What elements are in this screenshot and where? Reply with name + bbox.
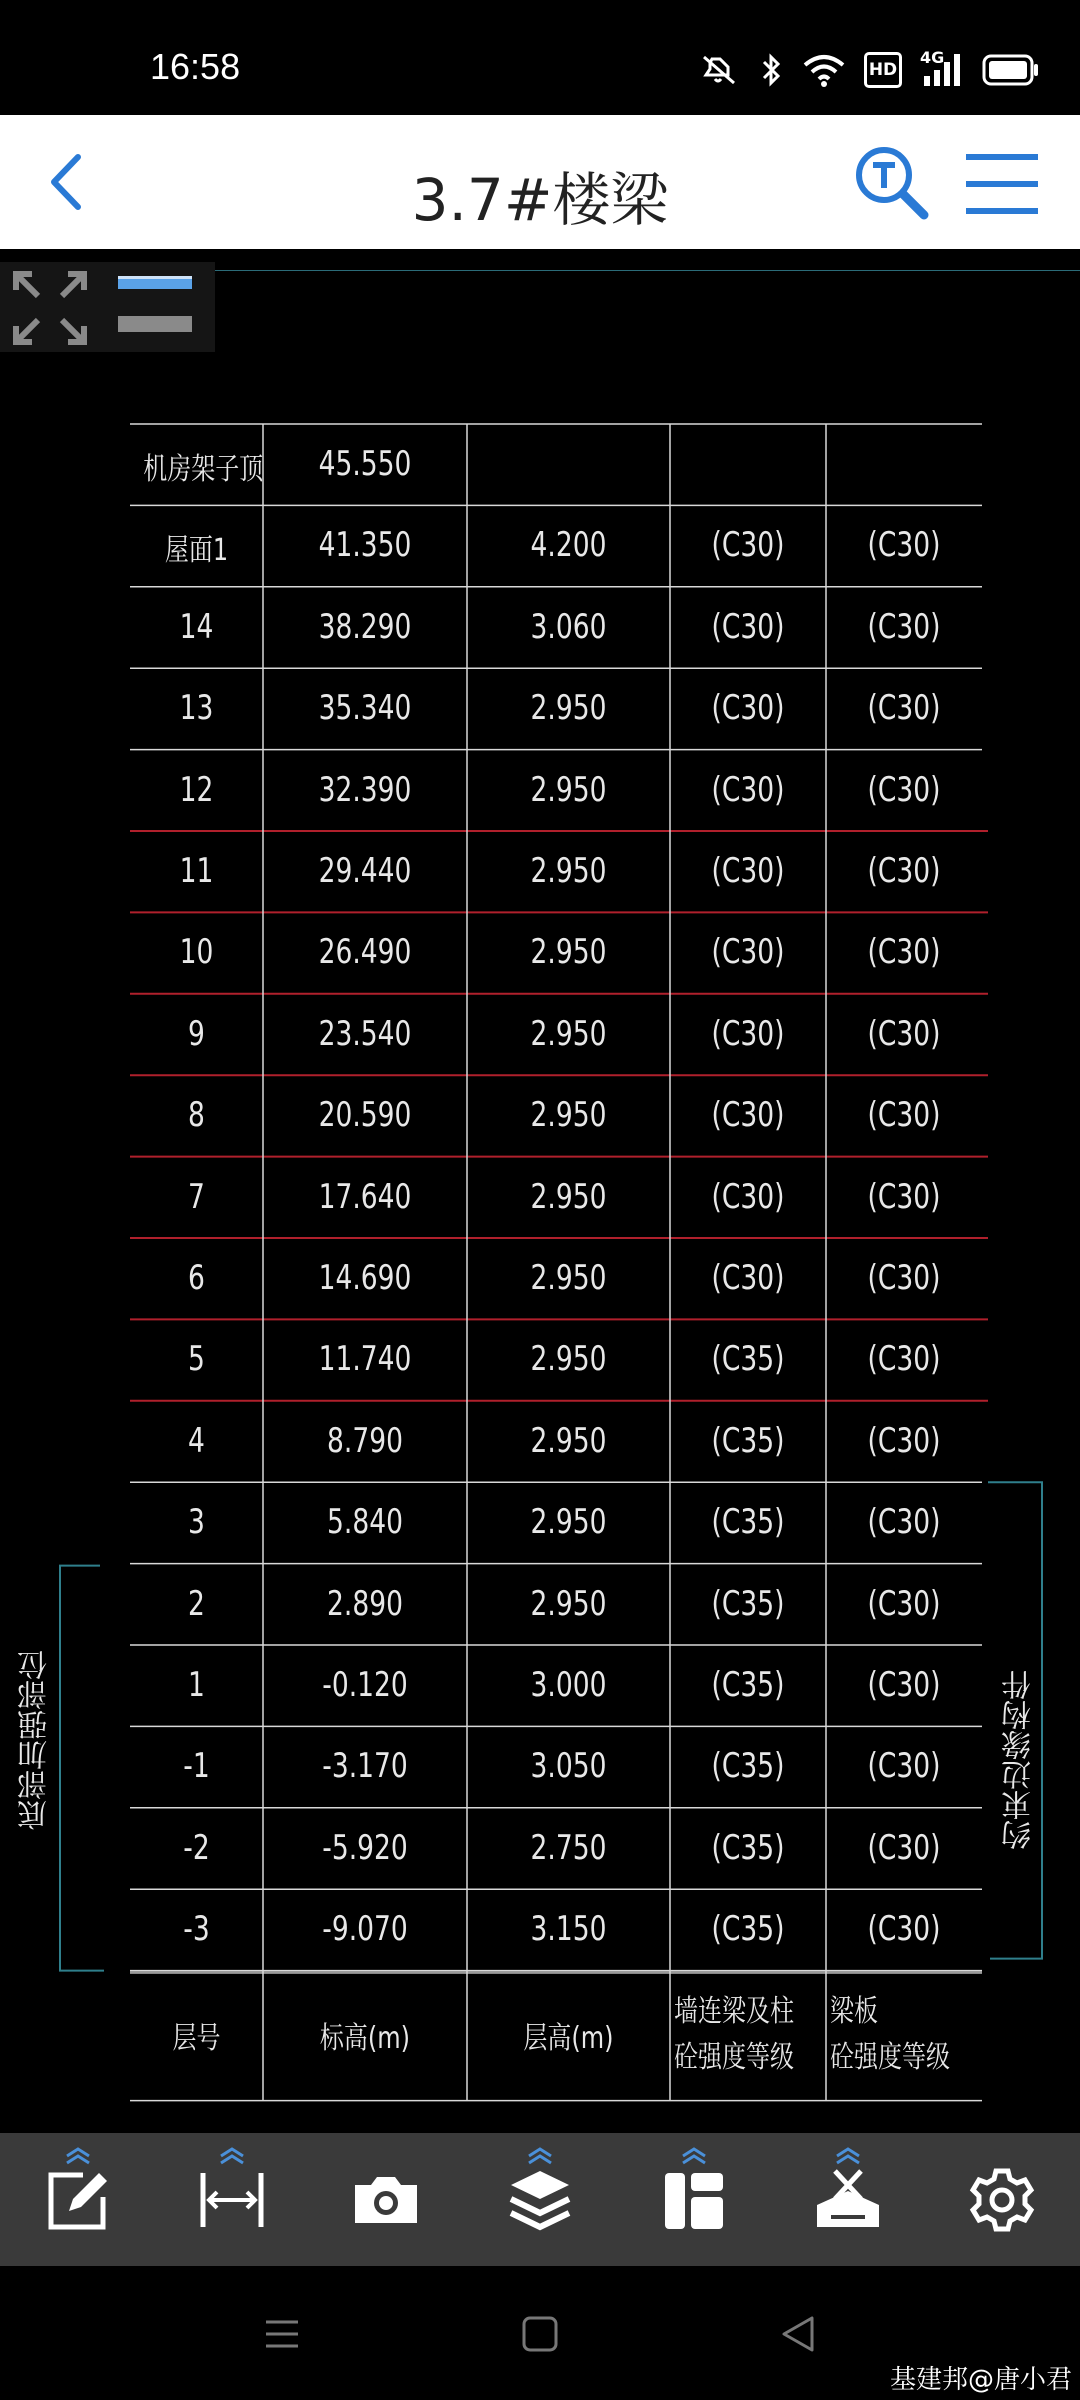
slab-concrete-grade-cell: (C30) — [867, 1420, 941, 1461]
storey-height-cell: 2.950 — [530, 1176, 607, 1217]
floor-cell: 1 — [188, 1665, 205, 1705]
header-wall-concrete-grade: 墙连梁及柱 砼强度等级 — [674, 1993, 794, 2075]
fullscreen-icon[interactable] — [10, 268, 90, 348]
view-tools — [0, 262, 215, 352]
signal-label: 4G — [920, 48, 945, 67]
layer-toggle-bar-active[interactable] — [118, 276, 192, 289]
header-elevation: 标高(m) — [319, 2020, 411, 2056]
tools-button[interactable] — [788, 2133, 908, 2266]
layers-button[interactable] — [480, 2133, 600, 2266]
edit-icon — [43, 2165, 113, 2235]
slab-concrete-grade-cell: (C30) — [867, 606, 941, 647]
recent-apps-icon[interactable] — [262, 2314, 302, 2354]
wall-concrete-grade-cell: (C30) — [711, 1095, 785, 1136]
layer-toggle-bar[interactable] — [118, 316, 192, 332]
slab-concrete-grade-cell: (C30) — [867, 1827, 941, 1868]
layers-icon — [505, 2165, 575, 2235]
wall-concrete-grade-cell: (C35) — [711, 1583, 785, 1624]
left-side-label: 底部加强部位 — [18, 1650, 53, 1830]
status-time: 16:58 — [150, 46, 241, 87]
wall-concrete-grade-cell: (C35) — [711, 1827, 785, 1868]
wall-concrete-grade-cell: (C35) — [711, 1909, 785, 1950]
elevation-cell: 29.440 — [318, 851, 412, 891]
back-nav-icon[interactable] — [778, 2314, 818, 2354]
chevron-up-icon — [218, 2147, 246, 2165]
page-title: 3.7#楼梁 — [411, 166, 669, 234]
floor-cell: 9 — [188, 1013, 205, 1054]
camera-button[interactable] — [326, 2133, 446, 2266]
storey-height-cell: 2.950 — [530, 932, 607, 973]
wall-concrete-grade-cell: (C30) — [711, 525, 785, 566]
elevation-cell: 11.740 — [318, 1339, 412, 1380]
chevron-up-icon — [834, 2147, 862, 2165]
floor-cell: 11 — [179, 851, 214, 891]
wall-concrete-grade-cell: (C35) — [711, 1339, 785, 1380]
slab-concrete-grade-cell: (C30) — [867, 1013, 941, 1054]
floor-cell: 7 — [188, 1176, 205, 1217]
slab-concrete-grade-cell: (C30) — [867, 525, 941, 566]
elevation-cell: 2.890 — [327, 1583, 403, 1624]
elevation-cell: 17.640 — [318, 1176, 412, 1217]
slab-concrete-grade-cell: (C30) — [867, 851, 941, 891]
left-bracket — [60, 1566, 104, 1971]
elevation-cell: 8.790 — [327, 1420, 403, 1461]
elevation-cell: 45.550 — [318, 444, 412, 484]
floor-cell: 8 — [188, 1095, 205, 1136]
storey-height-cell: 2.950 — [530, 1013, 607, 1054]
floor-cell: 屋面1 — [164, 533, 229, 569]
watermark: 基建邦@唐小君 — [889, 2365, 1072, 2395]
floor-cell: 机房架子顶 — [143, 452, 264, 487]
storey-height-cell: 3.060 — [530, 606, 607, 647]
storey-height-cell: 2.950 — [530, 769, 607, 810]
elevation-cell: -3.170 — [322, 1746, 408, 1787]
storey-height-cell: 4.200 — [530, 525, 607, 566]
floor-cell: 2 — [188, 1583, 205, 1624]
slab-concrete-grade-cell: (C30) — [867, 1258, 941, 1298]
slab-concrete-grade-cell: (C30) — [867, 1909, 941, 1950]
elevation-cell: 26.490 — [318, 932, 412, 973]
storey-height-cell: 2.950 — [530, 688, 607, 729]
storey-height-cell: 2.950 — [530, 1095, 607, 1136]
chevron-up-icon — [526, 2147, 554, 2165]
wall-concrete-grade-cell: (C30) — [711, 688, 785, 729]
slab-concrete-grade-cell: (C30) — [867, 1502, 941, 1543]
storey-height-cell: 3.050 — [530, 1746, 607, 1787]
floor-cell: 6 — [188, 1258, 205, 1298]
storey-height-cell: 2.950 — [530, 1420, 607, 1461]
storey-height-cell: 2.950 — [530, 1583, 607, 1624]
wall-concrete-grade-cell: (C35) — [711, 1665, 785, 1705]
elevation-cell: 35.340 — [318, 688, 412, 729]
chevron-up-icon — [64, 2147, 92, 2165]
wall-concrete-grade-cell: (C35) — [711, 1420, 785, 1461]
edit-button[interactable] — [18, 2133, 138, 2266]
wall-concrete-grade-cell: (C30) — [711, 851, 785, 891]
slab-concrete-grade-cell: (C30) — [867, 1746, 941, 1787]
layout-icon — [659, 2165, 729, 2235]
floor-cell: 13 — [179, 688, 214, 729]
elevation-cell: 23.540 — [318, 1013, 412, 1054]
slab-concrete-grade-cell: (C30) — [867, 1176, 941, 1217]
storey-height-cell: 2.950 — [530, 1258, 607, 1298]
storey-height-cell: 3.000 — [530, 1665, 607, 1705]
wall-concrete-grade-cell: (C30) — [711, 769, 785, 810]
storey-height-cell: 2.950 — [530, 851, 607, 891]
floor-cell: 3 — [188, 1502, 205, 1543]
elevation-cell: 32.390 — [318, 769, 412, 810]
header-floor: 层号 — [172, 2020, 221, 2056]
floor-cell: 12 — [179, 769, 214, 810]
floor-cell: 14 — [179, 606, 214, 647]
slab-concrete-grade-cell: (C30) — [867, 1339, 941, 1380]
right-side-label: 约束边缘构件 — [1002, 1670, 1037, 1850]
header-storey-height: 层高(m) — [523, 2020, 614, 2056]
system-nav-bar — [0, 2266, 1080, 2400]
camera-icon — [351, 2165, 421, 2235]
wall-concrete-grade-cell: (C30) — [711, 1013, 785, 1054]
home-icon[interactable] — [520, 2314, 560, 2354]
settings-button[interactable] — [942, 2133, 1062, 2266]
floor-cell: -3 — [183, 1909, 210, 1950]
wall-concrete-grade-cell: (C30) — [711, 1176, 785, 1217]
elevation-cell: -9.070 — [322, 1909, 408, 1950]
wall-concrete-grade-cell: (C35) — [711, 1502, 785, 1543]
elevation-cell: -0.120 — [322, 1665, 408, 1705]
slab-concrete-grade-cell: (C30) — [867, 1583, 941, 1624]
slab-concrete-grade-cell: (C30) — [867, 769, 941, 810]
elevation-cell: 38.290 — [318, 606, 412, 647]
floor-cell: 4 — [188, 1420, 205, 1461]
elevation-cell: 5.840 — [327, 1502, 403, 1543]
storey-height-cell: 2.750 — [530, 1827, 607, 1868]
bottom-toolbar — [0, 2133, 1080, 2266]
wall-concrete-grade-cell: (C35) — [711, 1746, 785, 1787]
elevation-cell: 14.690 — [318, 1258, 412, 1298]
elevation-cell: 41.350 — [318, 525, 412, 566]
elevation-cell: -5.920 — [322, 1827, 408, 1868]
chevron-up-icon — [680, 2147, 708, 2165]
floor-cell: -2 — [183, 1827, 210, 1868]
hd-label: HD — [868, 60, 898, 80]
slab-concrete-grade-cell: (C30) — [867, 688, 941, 729]
measure-button[interactable] — [172, 2133, 292, 2266]
wall-concrete-grade-cell: (C30) — [711, 1258, 785, 1298]
slab-concrete-grade-cell: (C30) — [867, 1095, 941, 1136]
wall-concrete-grade-cell: (C30) — [711, 606, 785, 647]
floor-cell: 5 — [188, 1339, 205, 1380]
floor-cell: -1 — [183, 1746, 210, 1787]
wall-concrete-grade-cell: (C30) — [711, 932, 785, 973]
storey-height-cell: 2.950 — [530, 1502, 607, 1543]
layout-button[interactable] — [634, 2133, 754, 2266]
storey-height-cell: 2.950 — [530, 1339, 607, 1380]
floor-cell: 10 — [179, 932, 214, 973]
storey-height-cell: 3.150 — [530, 1909, 607, 1950]
elevation-cell: 20.590 — [318, 1095, 412, 1136]
measure-icon — [197, 2165, 267, 2235]
slab-concrete-grade-cell: (C30) — [867, 1665, 941, 1705]
slab-concrete-grade-cell: (C30) — [867, 932, 941, 973]
header-slab-concrete-grade: 梁板 砼强度等级 — [830, 1993, 950, 2075]
settings-icon — [967, 2165, 1037, 2235]
tools-icon — [813, 2165, 883, 2235]
